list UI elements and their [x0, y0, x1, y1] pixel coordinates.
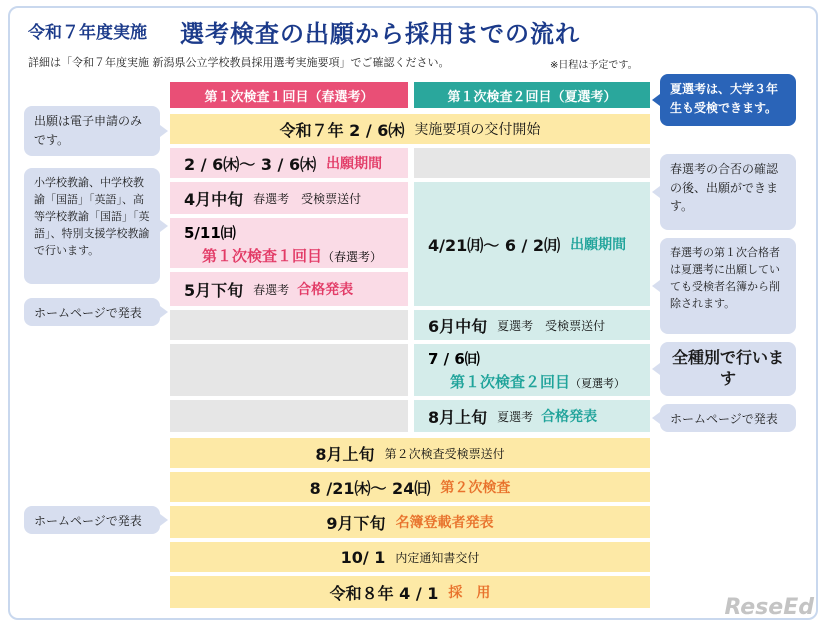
- schedule-note: ※日程は予定です。: [550, 60, 638, 71]
- row-summer-ticket: [414, 310, 650, 340]
- row-second-ticket: [170, 438, 650, 468]
- spring-apply-date: 2 / 6㈭〜 3 / 6㈭: [184, 154, 317, 174]
- second-exam-text: 第２次検査: [440, 480, 511, 496]
- row-notice: [170, 542, 650, 572]
- notice-text: 内定通知書交付: [395, 550, 480, 565]
- summer-exam-date: 7 / 6㈰: [428, 350, 480, 368]
- summer-apply-text: 出願期間: [570, 237, 627, 253]
- release-text: 実施要項の交付開始: [414, 122, 541, 138]
- note-all-types: 全種別で行います: [660, 342, 796, 396]
- header-spring: 第１次検査１回目（春選考）: [170, 82, 408, 108]
- note-homepage-2: ホームページで発表: [660, 404, 796, 432]
- summer-ticket-text: 夏選考 受検票送付: [497, 318, 606, 333]
- row-second-exam: [170, 472, 650, 502]
- spring-ticket-date: 4月中旬: [184, 189, 244, 209]
- spring-apply-text: 出願期間: [326, 156, 383, 172]
- second-ticket-date: 8月上旬: [315, 444, 375, 464]
- note-subjects: 小学校教諭、中学校教諭「国語」「英語」、高等学校教諭「国語」「英語」、特別支援学校教諭で行います。: [24, 168, 160, 284]
- spring-blank-2: [170, 344, 408, 396]
- note-after-spring: 春選考の合否の確認の後、出願ができます。: [660, 154, 796, 230]
- row-list-publish: [170, 506, 650, 538]
- spring-ticket-text: 春選考 受検票送付: [253, 191, 362, 206]
- note-univ3: 夏選考は、大学３年生も受検できます。: [660, 74, 796, 126]
- header-summer: 第１次検査２回目（夏選考）: [414, 82, 650, 108]
- title-prefix: 令和７年度実施: [28, 23, 147, 43]
- page-title: 選考検査の出願から採用までの流れ: [180, 20, 580, 48]
- spring-result-text1: 春選考: [253, 282, 290, 297]
- row-spring-result: [170, 272, 408, 306]
- summer-apply-date: 4/21㈪〜 6 / 2㈪: [428, 235, 561, 255]
- spring-exam-tag: （春選考）: [322, 250, 383, 264]
- second-exam-date: 8 /21㈭〜 24㈰: [309, 478, 431, 498]
- row-hire: [170, 576, 650, 608]
- details-note: 詳細は「令和７年度実施 新潟県公立学校教員採用選考実施要項」でご確認ください。: [28, 56, 450, 69]
- notice-date: 10/ 1: [340, 547, 386, 567]
- row-spring-ticket: [170, 182, 408, 214]
- row-spring-apply: [170, 148, 408, 178]
- spring-exam-date: 5/11㈰: [184, 224, 236, 242]
- row-summer-blank-1: [414, 148, 650, 178]
- spring-exam-text: 第１次検査１回目: [202, 247, 323, 265]
- spring-result-date: 5月下旬: [184, 280, 244, 300]
- summer-result-text1: 夏選考: [497, 409, 534, 424]
- summer-exam-tag: （夏選考）: [570, 377, 626, 390]
- note-homepage-3: ホームページで発表: [24, 506, 160, 534]
- row-spring-exam: [170, 218, 408, 268]
- note-homepage-1: ホームページで発表: [24, 298, 160, 326]
- list-publish-text: 名簿登載者発表: [395, 515, 494, 531]
- row-release: [170, 114, 650, 144]
- spring-blank-1: [170, 310, 408, 340]
- note-online-only: 出願は電子申請のみです。: [24, 106, 160, 156]
- spring-blank-3: [170, 400, 408, 432]
- summer-result-text2: 合格発表: [541, 409, 598, 425]
- note-removed: 春選考の第１次合格者は夏選考に出願していても受検者名簿から削除されます。: [660, 238, 796, 334]
- row-summer-result: [414, 400, 650, 432]
- hire-text: 採 用: [448, 585, 491, 601]
- reseed-logo: ReseEd: [724, 595, 814, 620]
- summer-ticket-date: 6月中旬: [428, 316, 488, 336]
- spring-result-text2: 合格発表: [297, 282, 354, 298]
- hire-date: 令和８年 4 / 1: [329, 583, 439, 603]
- row-summer-exam: [414, 344, 650, 396]
- summer-exam-text: 第１次検査２回目: [450, 373, 571, 391]
- second-ticket-text: 第２次検査受検票送付: [384, 446, 505, 461]
- row-summer-apply: [414, 182, 650, 306]
- summer-result-date: 8月上旬: [428, 407, 488, 427]
- list-publish-date: 9月下旬: [326, 513, 386, 533]
- release-date: 令和７年 2 / 6㈭: [279, 120, 405, 140]
